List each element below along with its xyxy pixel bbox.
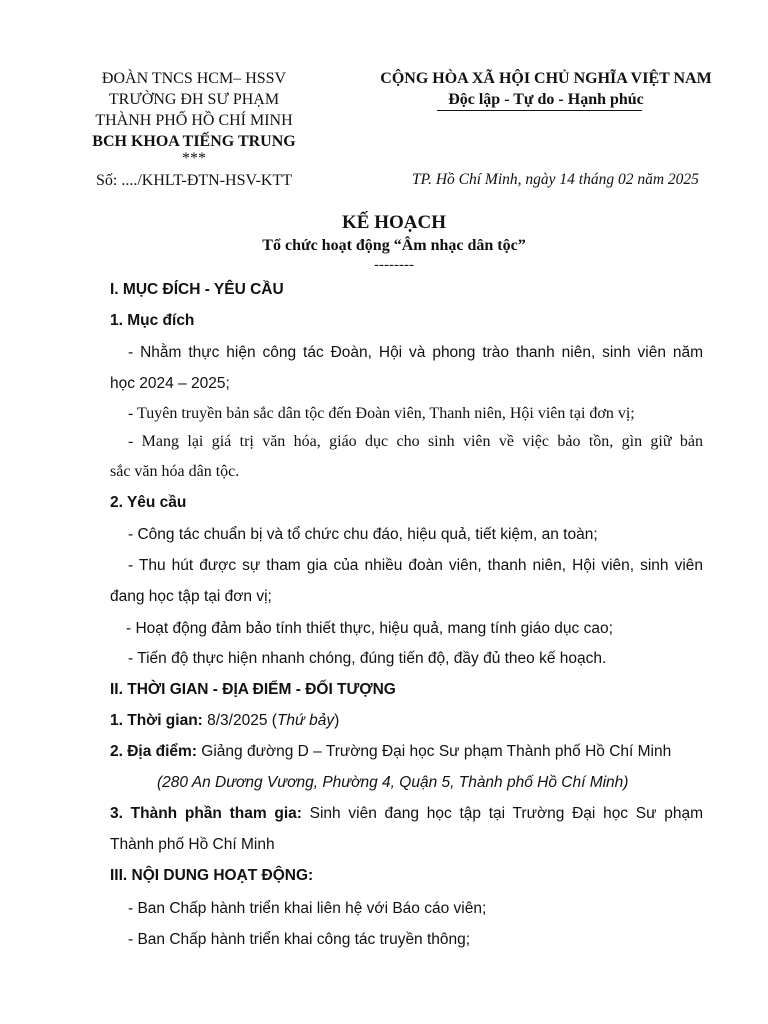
section-3-heading: III. NỘI DUNG HOẠT ĐỘNG: xyxy=(110,867,314,884)
section-1-heading: I. MỤC ĐÍCH - YÊU CẦU xyxy=(110,281,284,298)
national-header xyxy=(362,68,730,110)
org-line-1: ĐOÀN TNCS HCM– HSSV xyxy=(101,70,287,87)
section-1-2-heading: 2. Yêu cầu xyxy=(110,494,187,511)
event-time-value: 8/3/2025 ( xyxy=(202,712,277,729)
event-time-close: ) xyxy=(334,712,340,729)
org-stars: *** xyxy=(182,150,206,167)
purpose-item-3b: sắc văn hóa dân tộc. xyxy=(110,463,240,480)
purpose-item-3a: - Mang lại giá trị văn hóa, giáo dục cho sinh viên về việc bảo tồn, gìn giữ bản xyxy=(128,433,703,450)
participants-line-b: Thành phố Hồ Chí Minh xyxy=(110,836,275,853)
motto-underline xyxy=(437,110,642,111)
content-item-1: - Ban Chấp hành triển khai liên hệ với Báo cáo viên; xyxy=(128,900,487,917)
title-block xyxy=(0,211,768,273)
organization-block xyxy=(60,68,328,191)
event-time xyxy=(110,712,339,730)
document-number: Số: ..../KHLT-ĐTN-HSV-KTT xyxy=(95,172,292,189)
participants-line-a xyxy=(110,805,703,823)
org-line-3: THÀNH PHỐ HỒ CHÍ MINH xyxy=(95,112,293,129)
participants-label: 3. Thành phần tham gia: xyxy=(110,805,302,822)
requirement-item-1: - Công tác chuẩn bị và tổ chức chu đáo, hiệu quả, tiết kiệm, an toàn; xyxy=(128,526,598,543)
event-place-label: 2. Địa điểm: xyxy=(110,743,197,760)
purpose-item-2: - Tuyên truyền bản sắc dân tộc đến Đoàn viên, Thanh niên, Hội viên tại đơn vị; xyxy=(128,405,635,422)
event-address: (280 An Dương Vương, Phường 4, Quận 5, Thành phố Hồ Chí Minh) xyxy=(157,774,629,791)
requirement-item-4: - Tiến độ thực hiện nhanh chóng, đúng tiến độ, đầy đủ theo kế hoạch. xyxy=(128,650,607,667)
document-subtitle: Tổ chức hoạt động “Âm nhạc dân tộc” xyxy=(262,237,526,254)
national-motto: Độc lập - Tự do - Hạnh phúc xyxy=(448,91,644,108)
requirement-item-2b: đang học tập tại đơn vị; xyxy=(110,588,272,605)
purpose-item-1a: - Nhằm thực hiện công tác Đoàn, Hội và phong trào thanh niên, sinh viên năm xyxy=(128,344,703,361)
document-date: TP. Hồ Chí Minh, ngày 14 tháng 02 năm 2025 xyxy=(412,171,699,188)
event-place-value: Giảng đường D – Trường Đại học Sư phạm Thành phố Hồ Chí Minh xyxy=(197,743,672,760)
event-time-day: Thứ bảy xyxy=(276,712,335,729)
requirement-item-3: - Hoạt động đảm bảo tính thiết thực, hiệu quả, mang tính giáo dục cao; xyxy=(126,620,613,637)
purpose-item-1b: học 2024 – 2025; xyxy=(110,375,230,392)
section-1-1-heading: 1. Mục đích xyxy=(110,312,195,329)
event-time-label: 1. Thời gian: xyxy=(110,712,203,729)
requirement-item-2a: - Thu hút được sự tham gia của nhiều đoàn viên, thanh niên, Hội viên, sinh viên xyxy=(128,557,703,574)
org-department: BCH KHOA TIẾNG TRUNG xyxy=(92,133,296,150)
participants-value: Sinh viên đang học tập tại Trường Đại học Sư phạm xyxy=(301,805,703,822)
event-place xyxy=(110,743,671,761)
document-title: KẾ HOẠCH xyxy=(342,212,446,233)
national-title: CỘNG HÒA XÃ HỘI CHỦ NGHĨA VIỆT NAM xyxy=(380,70,712,87)
org-line-2: TRƯỜNG ĐH SƯ PHẠM xyxy=(108,91,280,108)
title-divider: -------- xyxy=(374,257,414,273)
content-item-2: - Ban Chấp hành triển khai công tác truyền thông; xyxy=(128,931,471,948)
section-2-heading: II. THỜI GIAN - ĐỊA ĐIỂM - ĐỐI TƯỢNG xyxy=(110,681,396,698)
